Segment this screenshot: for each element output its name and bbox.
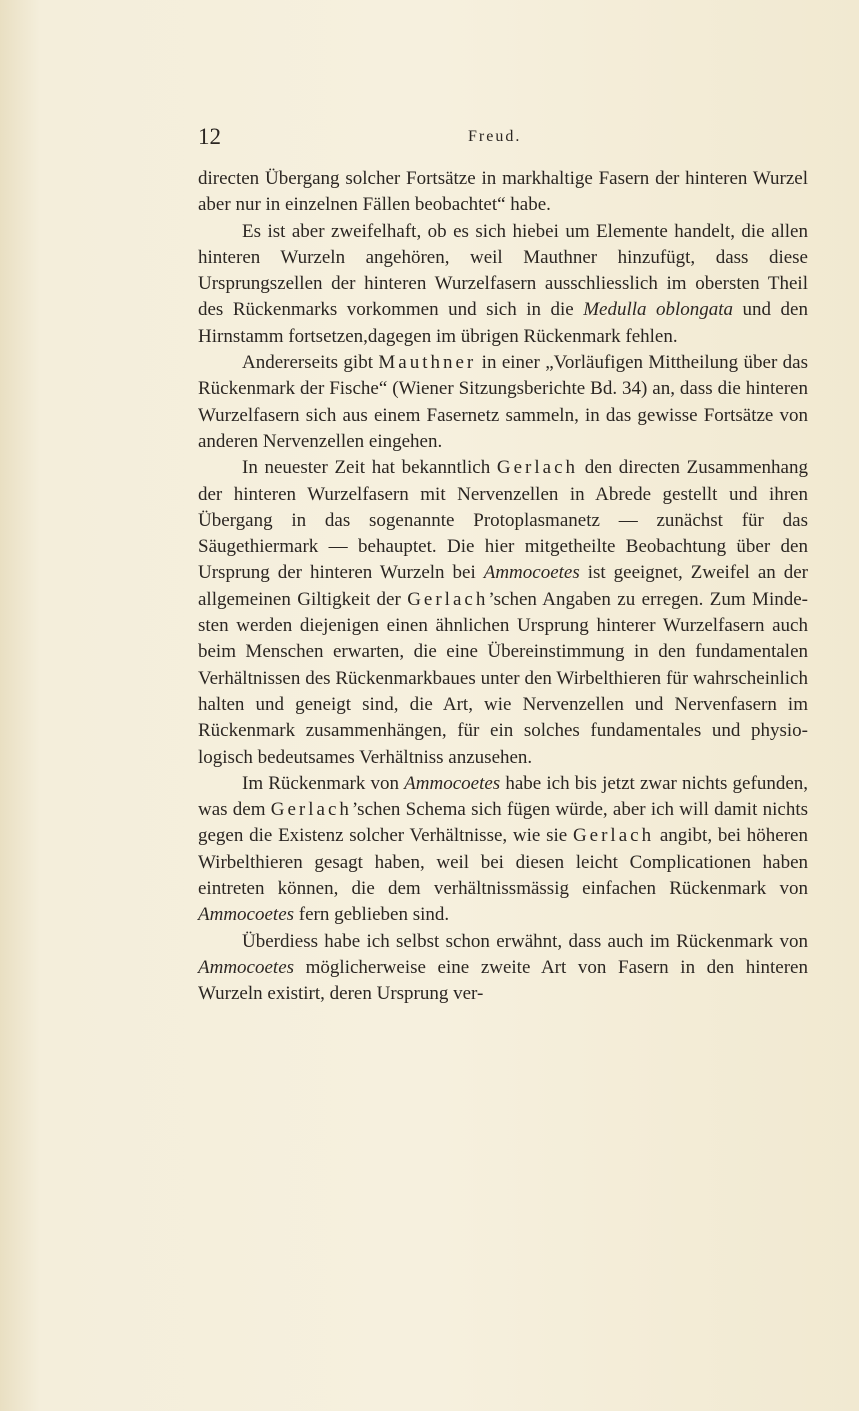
text-run: In neuester Zeit hat bekanntlich [242, 457, 497, 479]
text-run: in einer „Vorläufigen Mittheilung über das Rückenmark der Fische“ (Wiener Sitzungsberichte Bd. 34) an, dass die hinteren Wurzelfasern sich aus einem Fasernetz sammeln, in das gewisse Fortsätze von anderen Nervenzellen eingehen. [198, 352, 809, 452]
paragraph [198, 771, 808, 929]
text-run: fern geblieben sind. [294, 904, 450, 926]
italic-term: Ammocoetes [404, 772, 501, 794]
paragraph [198, 455, 808, 771]
author-name: Gerlach [496, 457, 579, 479]
author-name: Mauthner [378, 352, 477, 374]
italic-term: Medulla oblongata [583, 299, 734, 321]
text-run: Andererseits gibt [242, 352, 379, 374]
text-run: habe ich bis jetzt zwar nichts gefunden, was dem [198, 772, 809, 821]
author-name: Gerlach [270, 799, 352, 821]
paragraph [198, 166, 808, 219]
text-run: und den Hirnstamm fortsetzen,dagegen im übrigen Rückenmark fehlen. [198, 299, 808, 347]
italic-term: Ammocoetes [483, 562, 580, 584]
text-run: möglicherweise eine zweite Art von Fasern in den hinteren Wurzeln existirt, deren Ursprung ver- [198, 956, 808, 1005]
text-run: directen Übergang solcher Fortsätze in markhaltige Fasern der hinteren Wurzel aber nur in einzelnen Fällen beobachtet“ habe. [198, 168, 808, 216]
text-run: den directen Zusammenhang der hinteren Wurzelfasern mit Nervenzellen in Abrede gestellt und ihren Übergang in das sogenannte Protoplasmanetz — zunächst für das Säugethiermark — behauptet. Die hier mitgetheilte Beobachtung über den Ursprung der hinteren Wurzeln bei [198, 457, 808, 584]
text-run: Im Rückenmark von [242, 772, 405, 794]
running-head: Freud. [468, 128, 522, 145]
page-number: 12 [198, 124, 221, 149]
text-run: angibt, bei höheren Wirbelthieren gesagt haben, weil bei diesen leicht Complicationen haben eintreten können, die dem verhältnissmässig einfachen Rückenmark von [198, 825, 808, 900]
text-run: Es ist aber zweifelhaft, ob es sich hiebei um Elemente handelt, die allen hinteren Wurzeln angehören, weil Mauthner hinzufügt, dass diese Ursprungszellen der hinteren Wurzelfasern ausschliesslich im obersten Theil des Rückenmarks vorkommen und sich in die [198, 220, 808, 321]
italic-term: Ammocoetes [198, 904, 295, 926]
body-text [198, 166, 808, 1008]
author-name: Gerlach [407, 588, 489, 610]
page-header [198, 124, 808, 154]
italic-term: Ammocoetes [198, 956, 295, 978]
paragraph [198, 219, 808, 350]
text-run: Überdiess habe ich selbst schon erwähnt, dass auch im Rückenmark von [242, 930, 808, 952]
paragraph [198, 350, 808, 455]
text-run: ’schen Angaben zu erregen. Zum Mindesten werden diejenigen einen ähnlichen Ursprung hinterer Wurzelfasern auch beim Menschen erwarten, die eine Übereinstimmung in den fundamentalen Verhältnissen des Rückenmarkbaues unter den Wirbelthieren für wahrscheinlich halten und geneigt sind, die Art, wie Nervenzellen und Nervenfasern im Rückenmark zusammenhängen, für ein solches fundamentales und physiologisch bedeutsames Verhältniss anzusehen. [198, 588, 808, 768]
text-run: ’schen Schema sich fügen würde, aber ich will damit nichts gegen die Existenz solcher Verhältnisse, wie sie [198, 799, 808, 847]
author-name: Gerlach [572, 825, 655, 847]
paragraph [198, 929, 808, 1008]
text-run: ist geeignet, Zweifel an der allgemeinen Giltigkeit der [198, 562, 808, 610]
